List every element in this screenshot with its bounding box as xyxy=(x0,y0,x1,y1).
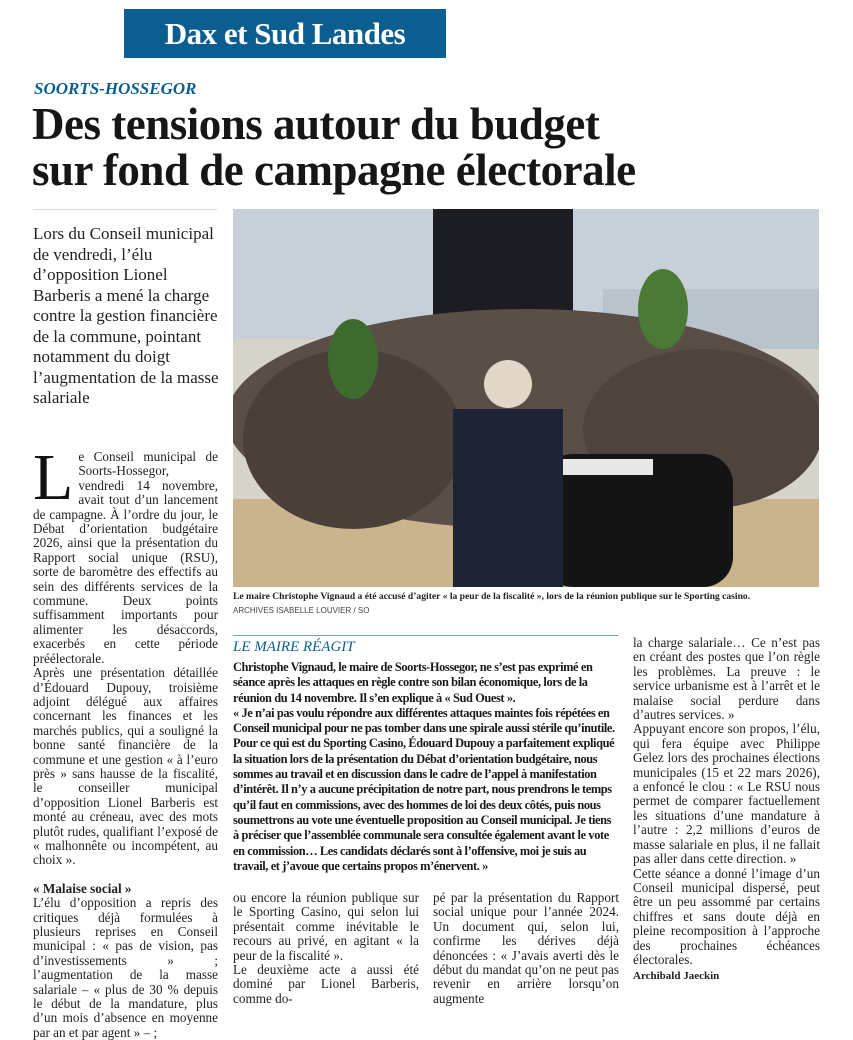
article-column-4 xyxy=(633,636,820,984)
article-column-1 xyxy=(33,441,218,1040)
lead-paragraph: Lors du Conseil municipal de vendredi, l’élu d’opposition Lionel Barberis a mené la charge contre la gestion financière de la commune, pointant notamment du doigt l’augmentation de la masse salariale xyxy=(33,224,219,407)
headline-line-2: sur fond de campagne électorale xyxy=(32,145,636,195)
box-title: LE MAIRE RÉAGIT xyxy=(233,639,355,655)
box-divider xyxy=(233,635,618,636)
paragraph-3: L’élu d’opposition a repris des critiques déjà formulées à plusieurs reprises en Conseil municipal : « pas de vision, pas d’investissements » ; l’augmentation de la masse salariale – « plus de 30 % depuis le début de la mandature, plus d’un mois d’absence en moyenne par an et par agent » – ; xyxy=(33,895,218,1040)
photo-credit: ARCHIVES ISABELLE LOUVIER / SO xyxy=(233,606,370,615)
mayor-reaction-box xyxy=(233,660,618,874)
paragraph-2: Après une présentation détaillée d’Édouard Dupouy, troisième adjoint délégué aux affaires concernant les finances et les marchés publics, qui a souligné la bonne santé financière de la commune et une gestion « à l’euro près » sans hausse de la fiscalité, le conseiller municipal d’opposition Lionel Barberis est monté au créneau, avec des mots plutôt rudes, qualifiant l’exposé de « malhonnête ou incompétent, au choix ». xyxy=(33,665,218,868)
box-intro: Christophe Vignaud, le maire de Soorts-Hossegor, ne s’est pas exprimé en séance après les attaques en règle contre son bilan économique, lors de la réunion du 14 novembre. Il s’en explique à « Sud Ouest ». xyxy=(233,660,593,705)
article-column-2 xyxy=(233,891,419,1006)
lead-divider xyxy=(33,209,217,210)
section-name: Dax et Sud Landes xyxy=(164,15,406,51)
meeting-photo-illustration xyxy=(233,209,819,587)
paragraph-5: Le deuxième acte a aussi été dominé par Lionel Barberis, comme do- xyxy=(233,962,419,1006)
paragraph-9: Cette séance a donné l’image d’un Conseil municipal dispersé, peut être un peu assommé par certains chiffres et sans doute déjà en pleine recomposition à l’approche des prochaines échéances électorales. xyxy=(633,865,820,967)
box-quote: « Je n’ai pas voulu répondre aux différentes attaques maintes fois répétées en Conseil municipal pour ne pas tomber dans une spirale aussi stérile qu’inutile. Pour ce qui est du Sporting Casino, Édouard Dupouy a parfaitement expliqué la situation lors de la présentation du Débat d’orientation budgétaire, nous sommes au travail et en discussion dans le cadre de l’appel à manifestation d’intérêt. Il n’y a aucune précipitation de notre part, nous prendrons le temps qu’il faut en commissions, avec des hommes de loi des deux côtés, puis nous soumettrons au vote une éventuelle proposition au Conseil municipal. Je tiens à préciser que l’assemblée communale sera consultée également avant le vote en commission… Les candidats déclarés sont à l’offensive, moi je suis au travail, et j’avoue que certains propos m’énervent. » xyxy=(233,705,615,873)
author-signature: Archibald Jaeckin xyxy=(633,970,720,983)
paragraph-1: e Conseil municipal de Soorts-Hossegor, vendredi 14 novembre, avait tout d’un lancement de campagne. À l’ordre du jour, le Débat d’orientation budgétaire 2026, ainsi que la présentation du Rapport social unique (RSU), sorte de baromètre des effectifs au sein des différents services de la commune. Deux points suffisamment importants pour alimenter les désaccords, exacerbés en cette période préélectorale. xyxy=(33,449,218,666)
paragraph-6: pé par la présentation du Rapport social unique pour l’année 2024. Un document qui, selon lui, confirme les dérives déjà dénoncées : « J’avais averti dès le début du mandat qu’on ne peut pas revenir en arrière lorsqu’on augmente xyxy=(433,890,619,1006)
subheading: « Malaise social » xyxy=(33,880,132,896)
dropcap: L xyxy=(33,441,74,514)
paragraph-8: Appuyant encore son propos, l’élu, qui fera équipe avec Philippe Gelez lors des prochaines élections municipales (15 et 22 mars 2026), a enfoncé le clou : « Le RSU nous permet de comparer factuellement les situations d’une mandature à l’autre : 2,2 millions d’euros de masse salariale en plus, il ne fallait pas aller dans cette direction. » xyxy=(633,721,820,867)
headline xyxy=(32,101,832,193)
section-banner xyxy=(124,9,446,58)
photo-caption: Le maire Christophe Vignaud a été accusé d’agiter « la peur de la fiscalité », lors de la réunion publique sur le Sporting casino. xyxy=(233,591,751,602)
kicker-location: SOORTS-HOSSEGOR xyxy=(34,79,197,98)
article-column-3 xyxy=(433,891,619,1006)
article-photo xyxy=(233,209,819,587)
paragraph-4: ou encore la réunion publique sur le Sporting Casino, qui selon lui présentait comme inévitable le recours au privé, en agitant « la peur de la fiscalité ». xyxy=(233,890,419,963)
paragraph-7: la charge salariale… Ce n’est pas en créant des postes que l’on règle les problèmes. La preuve : le service urbanisme est à l’arrêt et le malaise social perdure dans d’autres services. » xyxy=(633,635,820,723)
headline-line-1: Des tensions autour du budget xyxy=(32,99,600,149)
